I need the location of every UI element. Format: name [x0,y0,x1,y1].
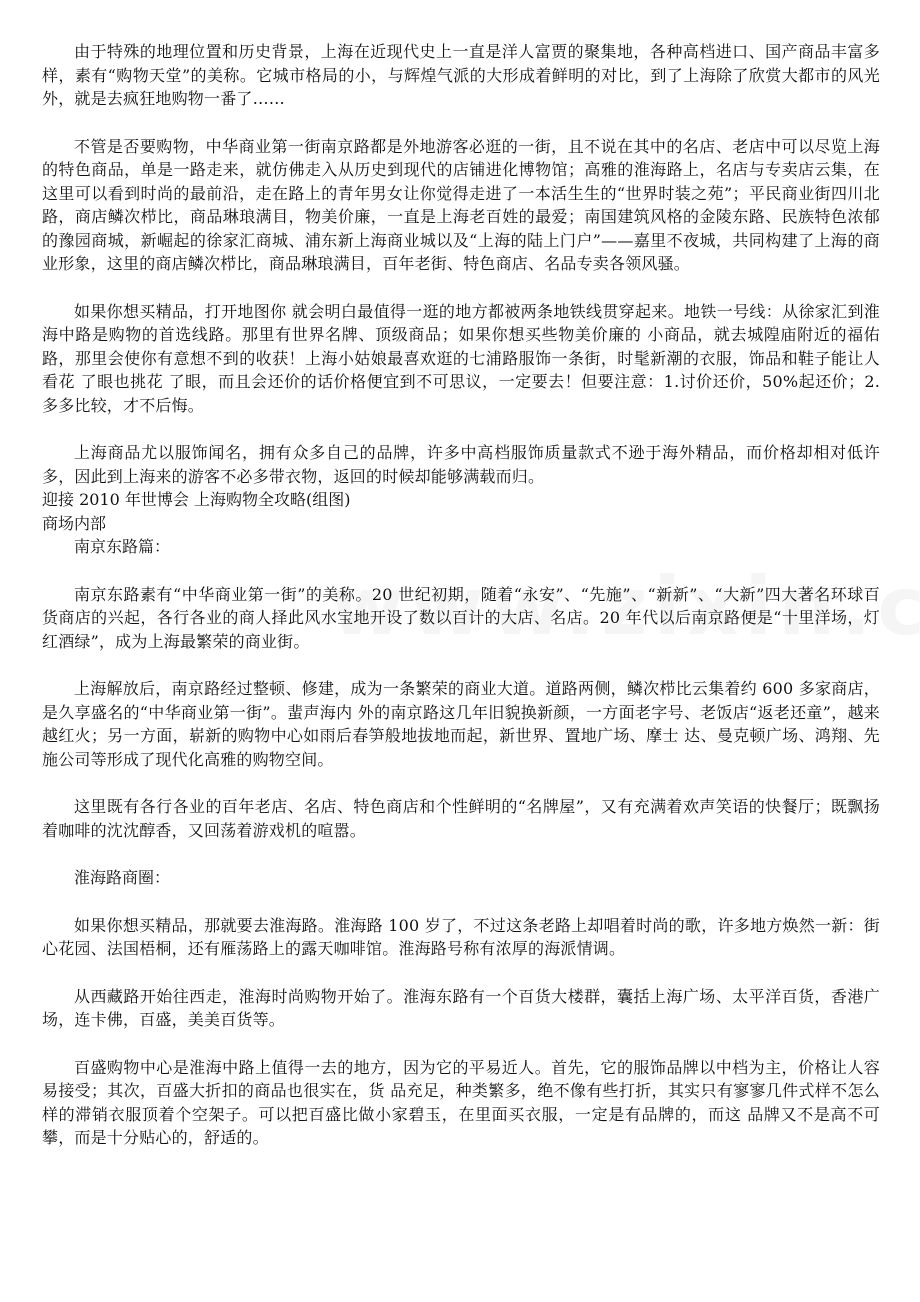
huaihai-intro-paragraph: 如果你想买精品，那就要去淮海路。淮海路 100 岁了，不过这条老路上却唱着时尚的歌，许多地方焕然一新：街心花园、法国梧桐，还有雁荡路上的露天咖啡馆。淮海路号称有浓厚的海派情调。 [42,915,880,958]
image-caption: 商场内部 [42,513,107,533]
intro-paragraph: 由于特殊的地理位置和历史背景，上海在近现代史上一直是洋人富贾的聚集地，各种高档进口、国产商品丰富多样，素有“购物天堂”的美称。它城市格局的小，与辉煌气派的大形成着鲜明的对比，到了上海除了欣赏大都市的风光外，就是去疯狂地购物一番了…… [42,42,880,108]
shopping-route-paragraph: 如果你想买精品，打开地图你 就会明白最值得一逛的地方都被两条地铁线贯穿起来。地铁一号线：从徐家汇到淮海中路是购物的首选线路。那里有世界名牌、顶级商品；如果你想买些物美价廉的 小商品，就去城隍庙附近的福佑路，那里会使你有意想不到的收获！上海小姑娘最喜欢逛的七浦路服饰一条街，时髦新潮的衣服，饰品和鞋子能让人看花 了眼也挑花 了眼，而且会还价的话价格便宜到不可思议，一定要去！但要注意：1.讨价还价，50%起还价；2.多多比较，才不后悔。 [42,301,880,415]
article-title: 迎接 2010 年世博会 上海购物全攻略(组图) [42,490,351,509]
section-heading-huaihai-road: 淮海路商圈： [74,868,171,887]
huaihai-department-stores-paragraph: 从西藏路开始往西走，淮海时尚购物开始了。淮海东路有一个百货大楼群，囊括上海广场、太平洋百货，香港广场，连卡佛，百盛，美美百货等。 [42,986,880,1029]
parkson-paragraph: 百盛购物中心是淮海中路上值得一去的地方，因为它的平易近人。首先，它的服饰品牌以中档为主，价格让人容易接受；其次，百盛大折扣的商品也很实在，货 品充足，种类繁多，绝不像有些打折，其实只有寥寥几件式样不怎么样的滞销衣服顶着个空架子。可以把百盛比做小家碧玉，在里面买衣服，一定是有品牌的，而这 品牌又不是高不可攀，而是十分贴心的，舒适的。 [42,1057,880,1147]
document-page [42,40,880,1174]
section-heading-nanjing-road: 南京东路篇： [74,537,171,556]
nanjing-atmosphere-paragraph: 这里既有各行各业的百年老店、名店、特色商店和个性鲜明的“名牌屋”，又有充满着欢声笑语的快餐厅；既飘扬着咖啡的沈沈醇香，又回荡着游戏机的喧嚣。 [42,797,880,840]
clothing-paragraph: 上海商品尤以服饰闻名，拥有众多自己的品牌，许多中高档服饰质量款式不逊于海外精品，而价格却相对低许多，因此到上海来的游客不必多带衣物，返回的时候却能够满载而归。 [42,443,880,486]
nanjing-history-paragraph: 南京东路素有“中华商业第一街”的美称。20 世纪初期，随着“永安”、“先施”、“新新”、“大新”四大著名环球百货商店的兴起，各行各业的商人择此风水宝地开设了数以百计的大店、名店。20 年代以后南京路便是“十里洋场，灯红酒绿”，成为上海最繁荣的商业街。 [42,584,880,651]
nanjing-modern-paragraph: 上海解放后，南京路经过整顿、修建，成为一条繁荣的商业大道。道路两侧，鳞次栉比云集着约 600 多家商店，是久享盛名的“中华商业第一街”。蜚声海内 外的南京路这几年旧貌换新颜，一方面老字号、老饭店“返老还童”，越来越红火；另一方面，崭新的购物中心如雨后春笋般地拔地而起，新世界、置地广场、摩士 达、曼克顿广场、鸿翔、先施公司等形成了现代化高雅的购物空间。 [42,679,880,769]
overview-paragraph: 不管是否要购物，中华商业第一街南京路都是外地游客必逛的一街，且不说在其中的名店、老店中可以尽览上海的特色商品，单是一路走来，就仿佛走入从历史到现代的店铺进化博物馆；高雅的淮海路上，名店与专卖店云集，在这里可以看到时尚的最前沿，走在路上的青年男女让你觉得走进了一本活生生的“世界时装之苑”；平民商业街四川北路，商店鳞次栉比，商品琳琅满目，物美价廉，一直是上海老百姓的最爱；南国建筑风格的金陵东路、民族特色浓郁的豫园商城，新崛起的徐家汇商城、浦东新上海商业城以及“上海的陆上门户”——嘉里不夜城，共同构建了上海的商业形象，这里的商店鳞次栉比，商品琳琅满目，百年老街、特色商店、名品专卖各领风骚。 [42,136,880,273]
